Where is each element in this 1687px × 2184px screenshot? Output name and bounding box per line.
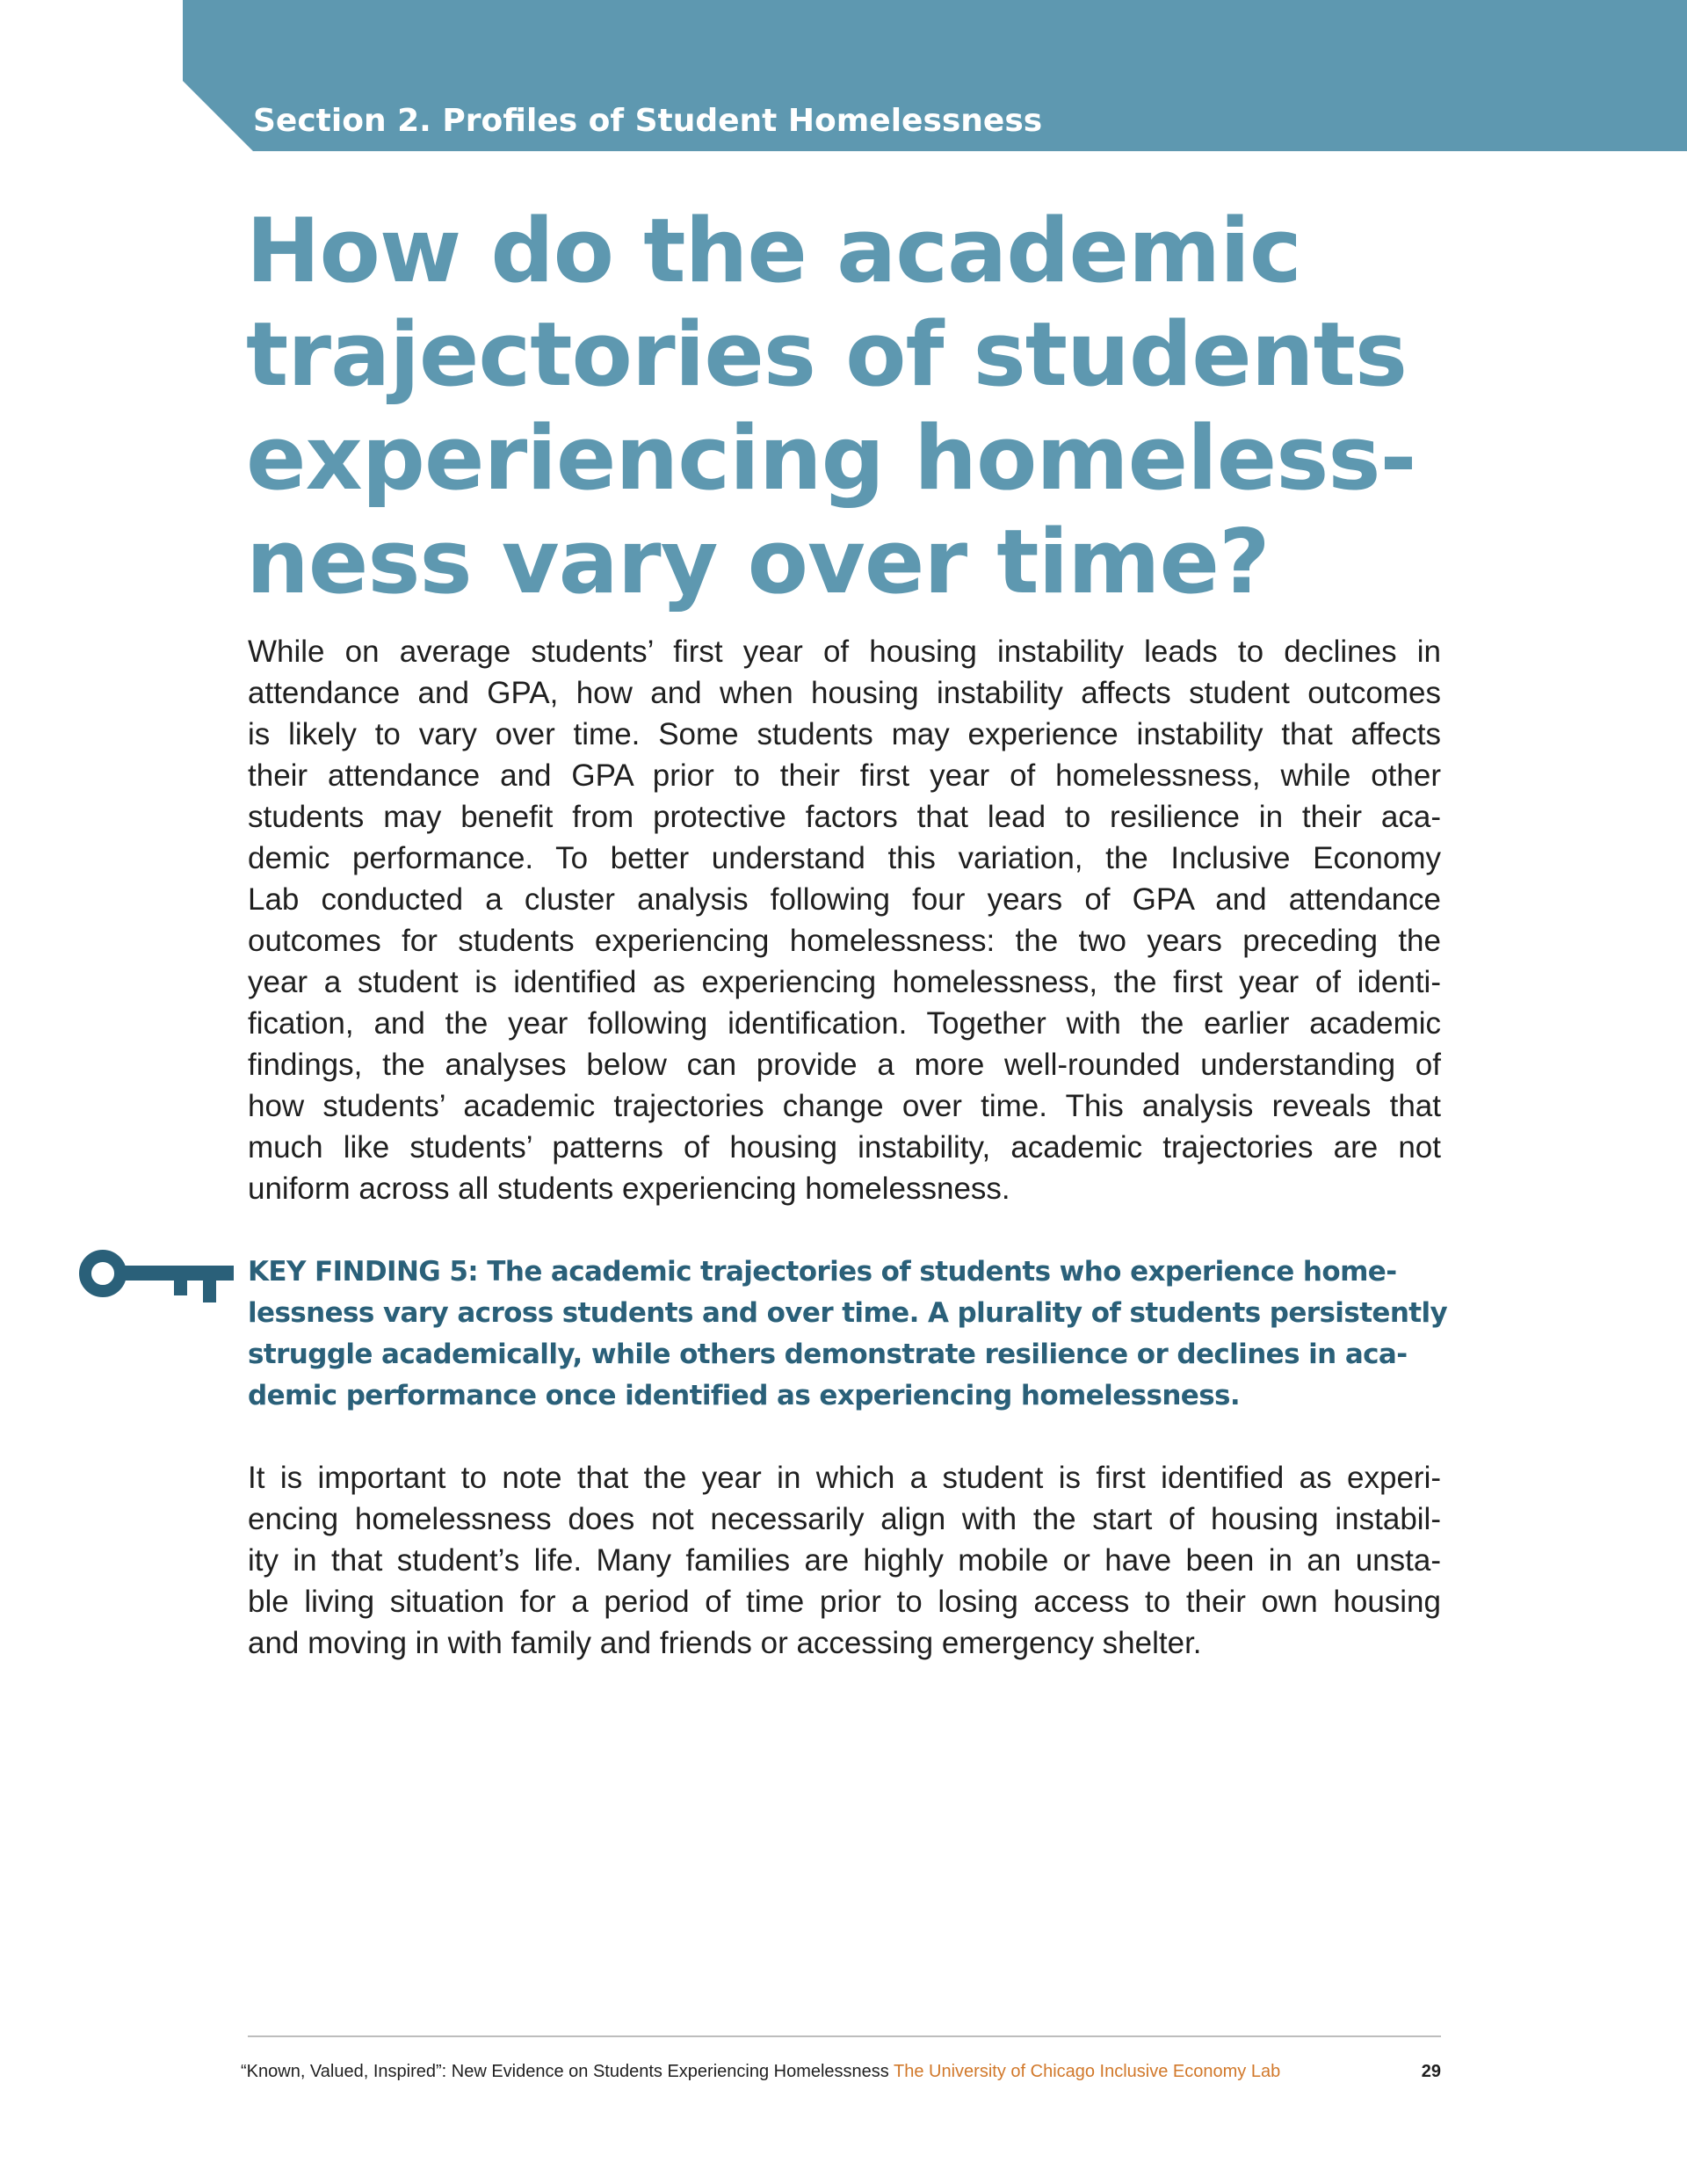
section-label: Section 2. Profiles of Student Homelessness [253,103,1043,139]
footer-organization: The University of Chicago Inclusive Economy Lab [894,2062,1281,2081]
paragraph-line: While on average students’ first year of housing instability leads to declines in [248,635,1441,669]
paragraph-line: encing homelessness does not necessarily align with the start of housing instabil- [248,1502,1441,1536]
key-finding-line: struggle academically, while others demonstrate resilience or declines in aca- [248,1339,1408,1370]
paragraph-line: much like students’ patterns of housing instability, academic trajectories are not [248,1130,1441,1165]
paragraph-line: fication, and the year following identification. Together with the earlier academic [248,1006,1441,1041]
paragraph-line: ble living situation for a period of time prior to losing access to their own housing [248,1585,1441,1619]
page-number: 29 [1421,2062,1441,2081]
paragraph-line: and moving in with family and friends or accessing emergency shelter. [248,1626,1202,1660]
paragraph-line: uniform across all students experiencing homelessness. [248,1172,1010,1206]
title-line: How do the academic [246,199,1301,302]
title-line: ness vary over time? [246,510,1270,613]
paragraph-line: is likely to vary over time. Some students may experience instability that affects [248,717,1441,751]
paragraph-line: demic performance. To better understand this variation, the Inclusive Economy [248,841,1441,875]
paragraph-line: Lab conducted a cluster analysis following four years of GPA and attendance [248,882,1441,917]
paragraph-line: ity in that student’s life. Many families are highly mobile or have been in an unsta- [248,1543,1441,1578]
title-line: trajectories of students [246,302,1408,406]
paragraph-line: year a student is identified as experiencing homelessness, the first year of identi- [248,965,1441,999]
paragraph-line: findings, the analyses below can provide a more well-rounded understanding of [248,1048,1441,1082]
page-title [246,199,1494,613]
note-paragraph [248,1457,1441,1664]
paragraph-line: students may benefit from protective factors that lead to resilience in their aca- [248,800,1441,834]
key-icon [76,1246,234,1304]
key-finding-line: demic performance once identified as experiencing homelessness. [248,1380,1241,1411]
paragraph-line: how students’ academic trajectories change over time. This analysis reveals that [248,1089,1441,1123]
paragraph-line: It is important to note that the year in which a student is first identified as experi- [248,1461,1441,1495]
paragraph-line: their attendance and GPA prior to their first year of homelessness, while other [248,758,1441,793]
key-finding-line: KEY FINDING 5: The academic trajectories of students who experience home- [248,1256,1397,1288]
key-finding-line: lessness vary across students and over time. A plurality of students persistently [248,1297,1448,1329]
page-footer [241,2058,1441,2085]
footer-divider [248,2035,1441,2037]
paragraph-line: outcomes for students experiencing homelessness: the two years preceding the [248,924,1441,958]
footer-publication-title: “Known, Valued, Inspired”: New Evidence on Students Experiencing Homelessness [241,2062,889,2081]
key-finding [248,1252,1448,1417]
title-line: experiencing homeless- [246,406,1416,510]
paragraph-line: attendance and GPA, how and when housing instability affects student outcomes [248,676,1441,710]
intro-paragraph [248,631,1441,1209]
